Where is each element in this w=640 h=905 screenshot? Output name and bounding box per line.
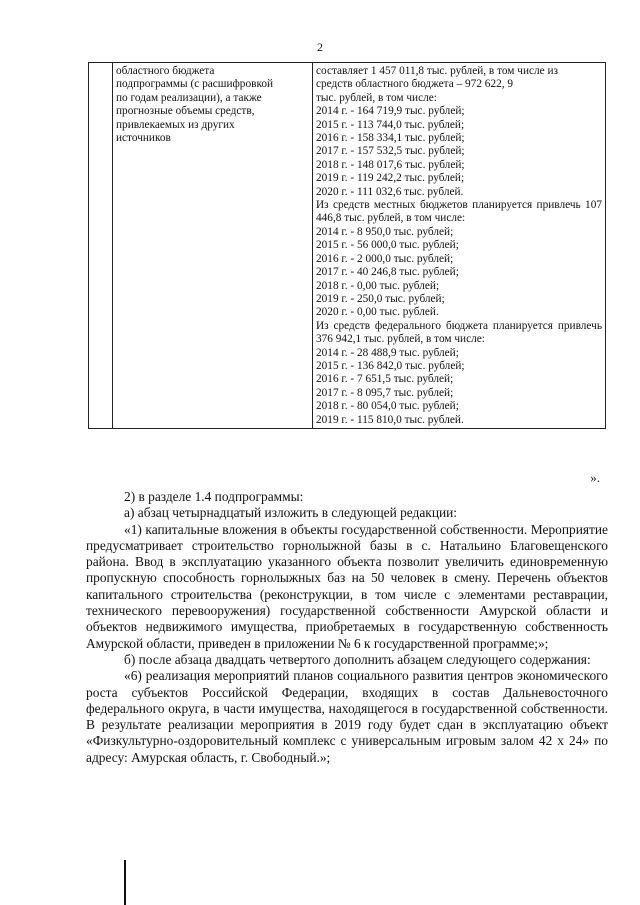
paragraph-social-development: «6) реализация мероприятий планов социального развития центров экономического роста субъектов Российской Федерации, входящих в состав Дальневосточного федерального округа, в части имущества, находящегося в государственной собственности. В результате реализации мероприятия в 2019 году будет сдан в эксплуатацию объект «Физкультурно-оздоровительный комплекс с универсальным игровым залом 42 х 24» по адресу: Амурская область, г. Свободный.»; xyxy=(86,668,608,765)
paragraph-item-b: б) после абзаца двадцать четвертого дополнить абзацем следующего содержания: xyxy=(124,651,591,667)
label-line: по годам реализации), а также xyxy=(116,91,262,104)
local-budget-intro: Из средств местных бюджетов планируется привлечь 107 446,8 тыс. рублей, в том числе: xyxy=(316,199,602,225)
amendment-text xyxy=(86,489,608,766)
label-line: привлекаемых из других xyxy=(116,118,235,131)
label-line: областного бюджета xyxy=(116,65,215,77)
local-year-line: 2020 г. - 0,00 тыс. рублей. xyxy=(316,306,439,319)
label-line: прогнозные объемы средств, xyxy=(116,105,255,118)
paragraph-item-a: а) абзац четырнадцатый изложить в следующей редакции: xyxy=(124,505,458,521)
regional-year-line: 2014 г. - 164 719,9 тыс. рублей; xyxy=(316,105,465,118)
paragraph-section-ref: 2) в разделе 1.4 подпрограммы: xyxy=(124,489,304,504)
scan-binding-line xyxy=(124,860,126,905)
local-year-line: 2018 г. - 0,00 тыс. рублей; xyxy=(316,279,440,292)
page-number: 2 xyxy=(317,40,323,54)
closing-quote-mark: ». xyxy=(590,470,600,485)
regional-year-line: 2020 г. - 111 032,6 тыс. рублей. xyxy=(316,185,464,198)
label-line: подпрограммы (с расшифровкой xyxy=(116,78,274,91)
table-row xyxy=(89,63,606,429)
federal-year-line: 2015 г. - 136 842,0 тыс. рублей; xyxy=(316,359,465,372)
federal-year-line: 2018 г. - 80 054,0 тыс. рублей; xyxy=(316,400,459,413)
regional-year-line: 2017 г. - 157 532,5 тыс. рублей; xyxy=(316,145,465,158)
funding-total-line: средств областного бюджета – 972 622, 9 xyxy=(316,78,514,91)
table-values-cell xyxy=(313,63,606,429)
table-label-cell xyxy=(113,63,313,429)
federal-year-line: 2019 г. - 115 810,0 тыс. рублей. xyxy=(316,413,464,426)
federal-year-line: 2014 г. - 28 488,9 тыс. рублей; xyxy=(316,346,459,359)
funding-total-line: составляет 1 457 011,8 тыс. рублей, в том числе из xyxy=(316,65,558,77)
local-year-line: 2014 г. - 8 950,0 тыс. рублей; xyxy=(316,225,454,238)
local-year-line: 2016 г. - 2 000,0 тыс. рублей; xyxy=(316,252,454,265)
label-line: источников xyxy=(116,132,171,145)
local-year-line: 2019 г. - 250,0 тыс. рублей; xyxy=(316,292,445,305)
regional-year-line: 2016 г. - 158 334,1 тыс. рублей; xyxy=(316,132,465,145)
federal-year-line: 2017 г. - 8 095,7 тыс. рублей; xyxy=(316,386,454,399)
federal-year-line: 2016 г. - 7 651,5 тыс. рублей; xyxy=(316,373,454,386)
local-year-line: 2017 г. - 40 246,8 тыс. рублей; xyxy=(316,266,459,279)
federal-budget-intro: Из средств федерального бюджета планируется привлечь 376 942,1 тыс. рублей, в том числе: xyxy=(316,319,602,346)
funding-total-line: тыс. рублей, в том числе: xyxy=(316,91,437,104)
regional-year-line: 2018 г. - 148 017,6 тыс. рублей; xyxy=(316,158,465,171)
paragraph-capital-investments: «1) капитальные вложения в объекты государственной собственности. Мероприятие предусматривает строительство горнолыжной базы в с. Натальино Благовещенского района. Ввод в эксплуатацию указанного объекта позволит увеличить единовременную пропускную способность горнолыжных баз на 50 человек в смену. Перечень объектов капитального строительства (реконструкции, в том числе с элементами реставрации, технического перевооружения) государственной собственности Амурской области и объектов недвижимого имущества, приобретаемых в государственную собственность Амурской области, приведен в приложении № 6 к государственной программе;»; xyxy=(86,521,608,651)
regional-year-line: 2015 г. - 113 744,0 тыс. рублей; xyxy=(316,118,465,131)
regional-year-line: 2019 г. - 119 242,2 тыс. рублей; xyxy=(316,172,465,185)
table-number-cell xyxy=(89,63,113,429)
program-funding-table xyxy=(88,62,606,429)
local-year-line: 2015 г. - 56 000,0 тыс. рублей; xyxy=(316,239,459,252)
